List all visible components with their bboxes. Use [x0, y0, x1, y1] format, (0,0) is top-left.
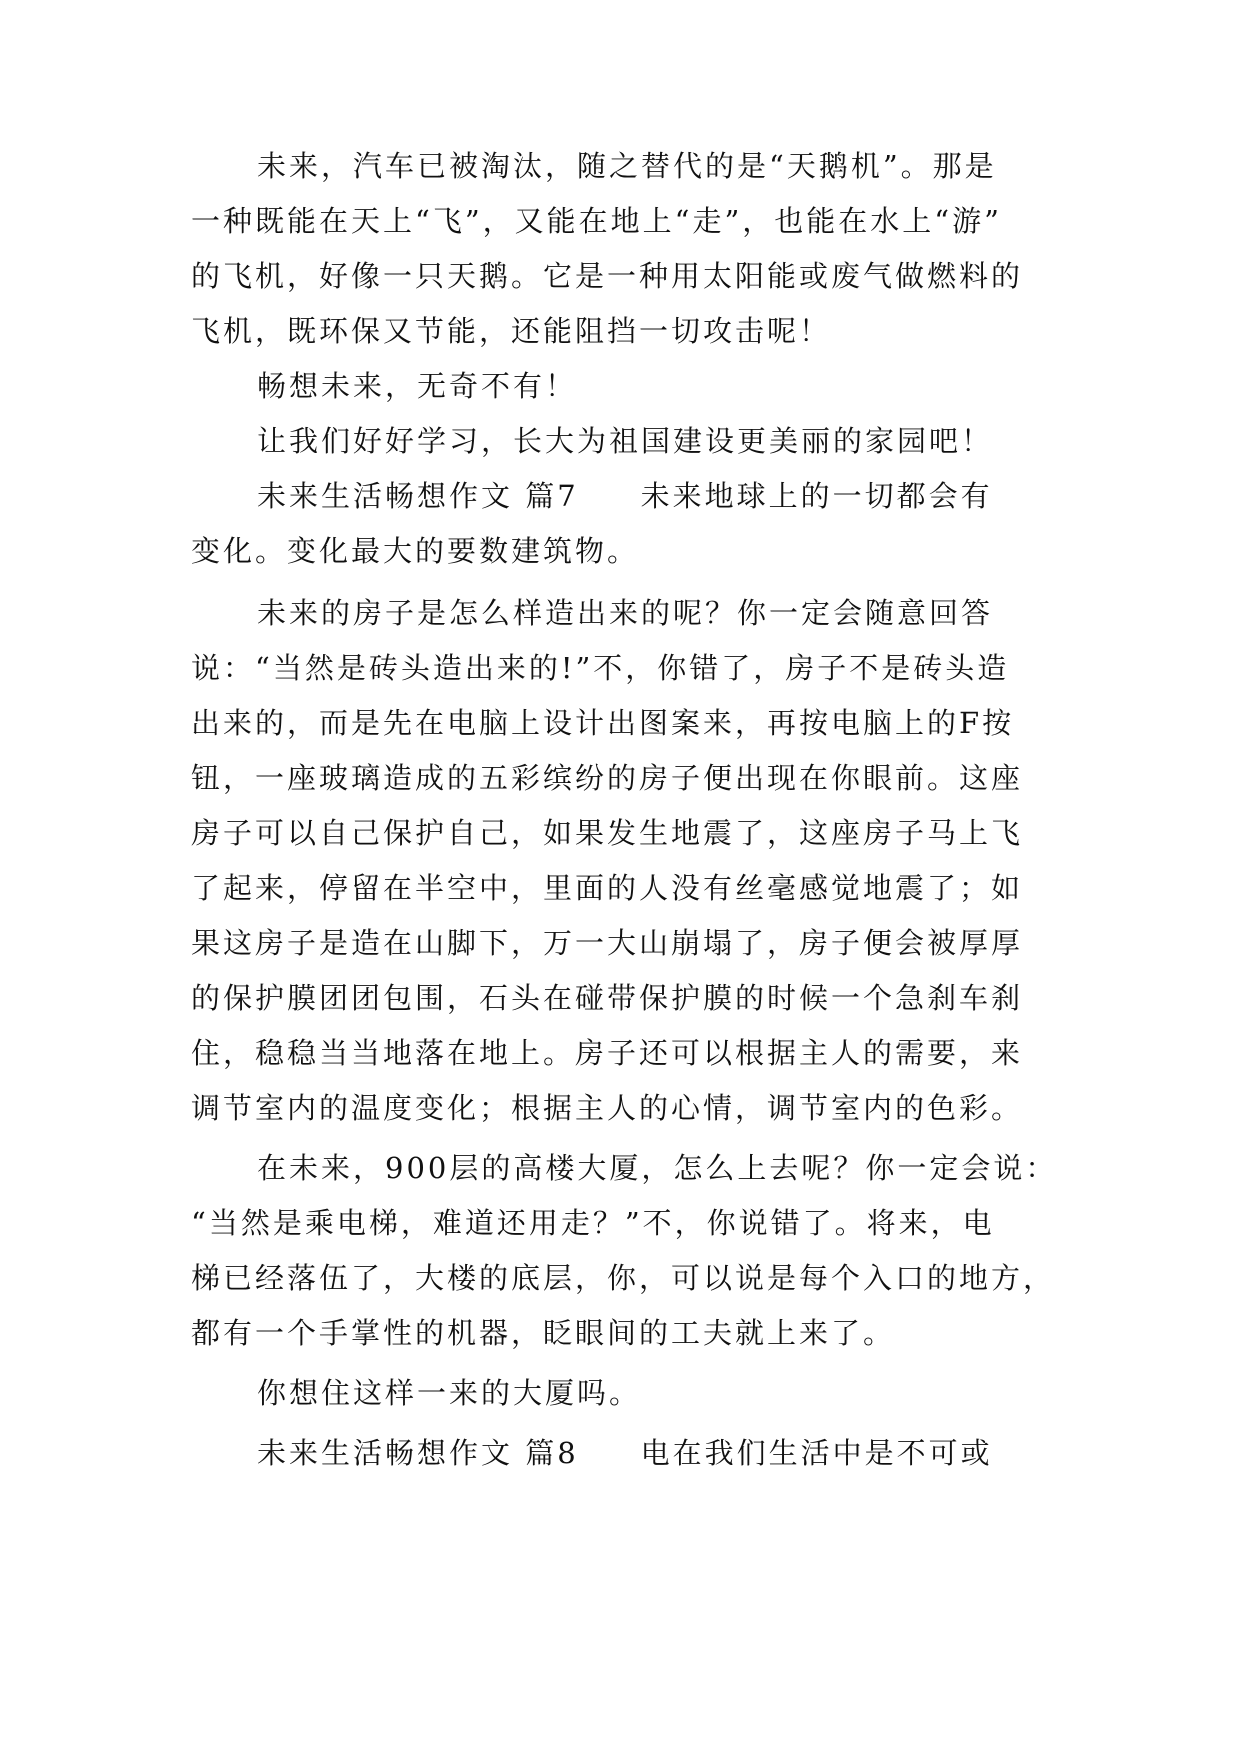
text-line: 的保护膜团团包围，石头在碰带保护膜的时候一个急刹车刹 — [191, 981, 1024, 1015]
text-line: 住，稳稳当当地落在地上。房子还可以根据主人的需要，来 — [191, 1036, 1024, 1070]
text-line: 在未来，900层的高楼大厦，怎么上去呢？你一定会说： — [257, 1151, 1058, 1185]
text-segment: 电在我们生活中是不可或 — [640, 1436, 993, 1470]
text-line: 房子可以自己保护自己，如果发生地震了，这座房子马上飞 — [191, 816, 1024, 850]
text-line: 一种既能在天上“飞”，又能在地上“走”，也能在水上“游” — [191, 204, 1002, 238]
section-heading-line — [257, 1425, 993, 1481]
text-segment: 未来地球上的一切都会有 — [640, 479, 993, 513]
text-line: 畅想未来，无奇不有！ — [257, 369, 578, 403]
text-line: 了起来，停留在半空中，里面的人没有丝毫感觉地震了；如 — [191, 871, 1024, 905]
text-line: 出来的，而是先在电脑上设计出图案来，再按电脑上的F按 — [191, 706, 1015, 740]
text-line: “当然是乘电梯，难道还用走？”不，你说错了。将来，电 — [191, 1206, 995, 1240]
text-line: 钮，一座玻璃造成的五彩缤纷的房子便出现在你眼前。这座 — [191, 761, 1024, 795]
text-line: 的飞机，好像一只天鹅。它是一种用太阳能或废气做燃料的 — [191, 259, 1024, 293]
text-line: 说：“当然是砖头造出来的!”不，你错了，房子不是砖头造 — [191, 651, 1010, 685]
section-heading-8: 未来生活畅想作文 篇8 — [257, 1436, 579, 1470]
section-heading-7: 未来生活畅想作文 篇7 — [257, 479, 579, 513]
text-line: 调节室内的温度变化；根据主人的心情，调节室内的色彩。 — [191, 1091, 1024, 1125]
text-line: 飞机，既环保又节能，还能阻挡一切攻击呢！ — [191, 314, 832, 348]
text-line: 梯已经落伍了，大楼的底层，你，可以说是每个入口的地方， — [191, 1261, 1056, 1295]
section-heading-line — [257, 468, 993, 524]
text-line: 果这房子是造在山脚下，万一大山崩塌了，房子便会被厚厚 — [191, 926, 1024, 960]
text-line: 你想住这样一来的大厦吗。 — [257, 1376, 642, 1410]
text-line: 让我们好好学习，长大为祖国建设更美丽的家园吧！ — [257, 424, 994, 458]
text-line: 变化。变化最大的要数建筑物。 — [191, 534, 640, 568]
text-line: 都有一个手掌性的机器，眨眼间的工夫就上来了。 — [191, 1316, 896, 1350]
text-line: 未来的房子是怎么样造出来的呢？你一定会随意回答 — [257, 596, 994, 630]
text-line: 未来，汽车已被淘汰，随之替代的是“天鹅机”。那是 — [257, 149, 997, 183]
